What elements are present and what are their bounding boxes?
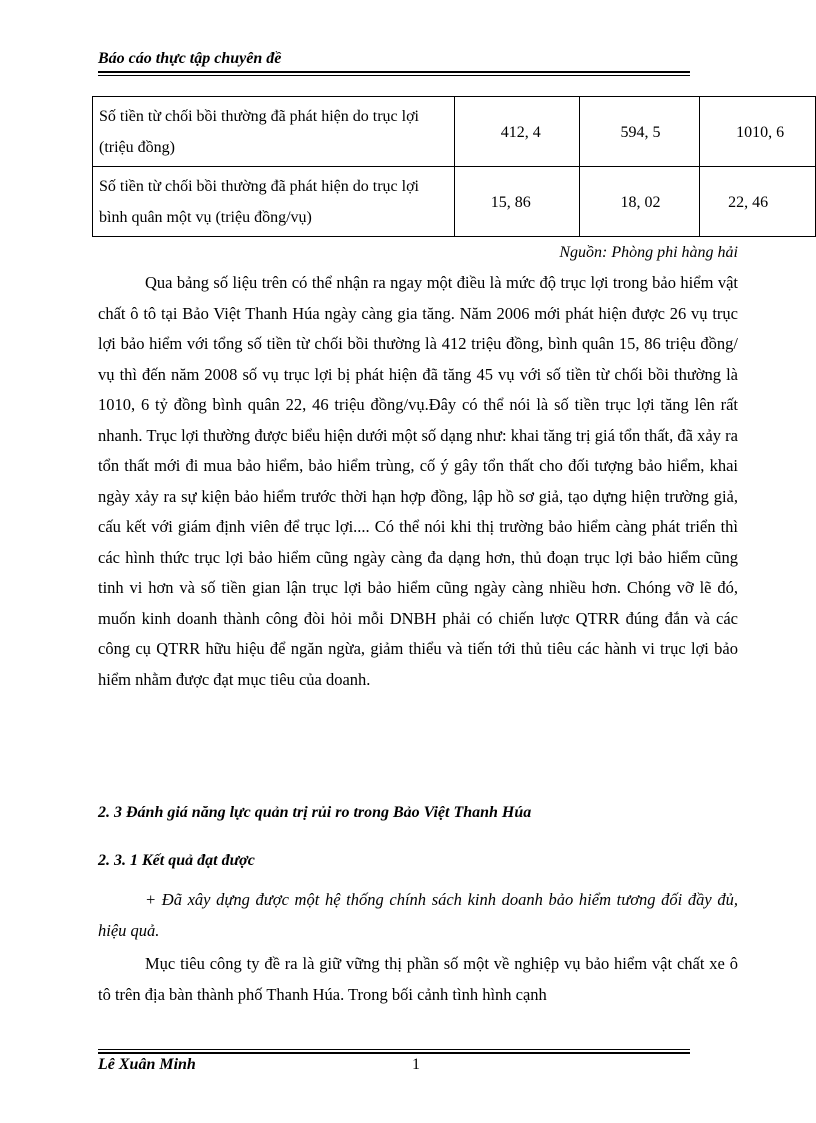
header-rule-thin xyxy=(98,75,690,76)
header-rule-thick xyxy=(98,71,690,73)
table-row-label: Số tiền từ chối bồi thường đã phát hiện do trục lợi bình quân một vụ (triệu đồng/vụ) xyxy=(93,167,455,237)
table-row xyxy=(93,97,816,167)
body-paragraph: Qua bảng số liệu trên có thể nhận ra ngay một điều là mức độ trục lợi trong bảo hiểm vật chất ô tô tại Bảo Việt Thanh Húa ngày càng gia tăng. Năm 2006 mới phát hiện được 26 vụ trục lợi bảo hiểm với tổng số tiền từ chối bồi thường là 412 triệu đồng, bình quân 15, 86 triệu đồng/ vụ thì đến năm 2008 số vụ trục lợi bị phát hiện đã tăng 45 vụ với số tiền từ chối bồi thường là 1010, 6 tỷ đồng bình quân 22, 46 triệu đồng/vụ.Đây có thể nói là số tiền trục lợi tăng lên rất nhanh. Trục lợi thường được biểu hiện dưới một số dạng như: khai tăng trị giá tổn thất, đã xảy ra tổn thất mới đi mua bảo hiểm, bảo hiểm trùng, cố ý gây tổn thất cho đối tượng bảo hiểm, khai ngày xảy ra sự kiện bảo hiểm trước thời hạn hợp đồng, lập hồ sơ giả, tạo dựng hiện trường giả, cấu kết với giám định viên để trục lợi.... Có thể nói khi thị trường bảo hiểm càng phát triển thì các hình thức trục lợi bảo hiểm cũng ngày càng đa dạng hơn, thủ đoạn trục lợi bảo hiểm cũng tinh vi hơn và số tiền gian lận trục lợi bảo hiểm cũng ngày càng nhiều hơn. Chóng vỡ lẽ đó, muốn kinh doanh thành công đòi hỏi mỗi DNBH phải có chiến lược QTRR đúng đắn và các công cụ QTRR hữu hiệu để ngăn ngừa, giảm thiểu và tiến tới thủ tiêu các hành vi trục lợi bảo hiểm nhằm được đạt mục tiêu của doanh. xyxy=(98,273,738,689)
table-row-label: Số tiền từ chối bồi thường đã phát hiện do trục lợi (triệu đồng) xyxy=(93,97,455,167)
page-number: 1 xyxy=(412,1056,420,1073)
footer-author: Lê Xuân Minh xyxy=(98,1056,196,1073)
table-cell-value: 18, 02 xyxy=(580,167,700,237)
footer-rule-thin xyxy=(98,1049,690,1050)
subsection-heading: 2. 3. 1 Kết quả đạt được xyxy=(98,852,255,869)
body-paragraph: Mục tiêu công ty đề ra là giữ vững thị phần số một về nghiệp vụ bảo hiểm vật chất xe ô tô trên địa bàn thành phố Thanh Húa. Trong bối cảnh tình hình cạnh xyxy=(98,954,738,1004)
table-source-note: Nguồn: Phòng phi hàng hải xyxy=(559,244,738,261)
table-cell-value: 412, 4 xyxy=(454,97,580,167)
footer-rule-thick xyxy=(98,1052,690,1054)
table-cell-value: 22, 46 xyxy=(700,167,816,237)
section-heading: 2. 3 Đánh giá năng lực quản trị rủi ro trong Bảo Việt Thanh Húa xyxy=(98,804,532,821)
header-title: Báo cáo thực tập chuyên đề xyxy=(98,50,282,67)
table-cell-value: 15, 86 xyxy=(454,167,580,237)
table-row xyxy=(93,167,816,237)
bullet-item: + Đã xây dựng được một hệ thống chính sách kinh doanh bảo hiểm tương đối đầy đủ, hiệu quả. xyxy=(98,890,738,940)
table-cell-value: 594, 5 xyxy=(580,97,700,167)
table-cell-value: 1010, 6 xyxy=(700,97,816,167)
statistics-table xyxy=(92,96,816,237)
